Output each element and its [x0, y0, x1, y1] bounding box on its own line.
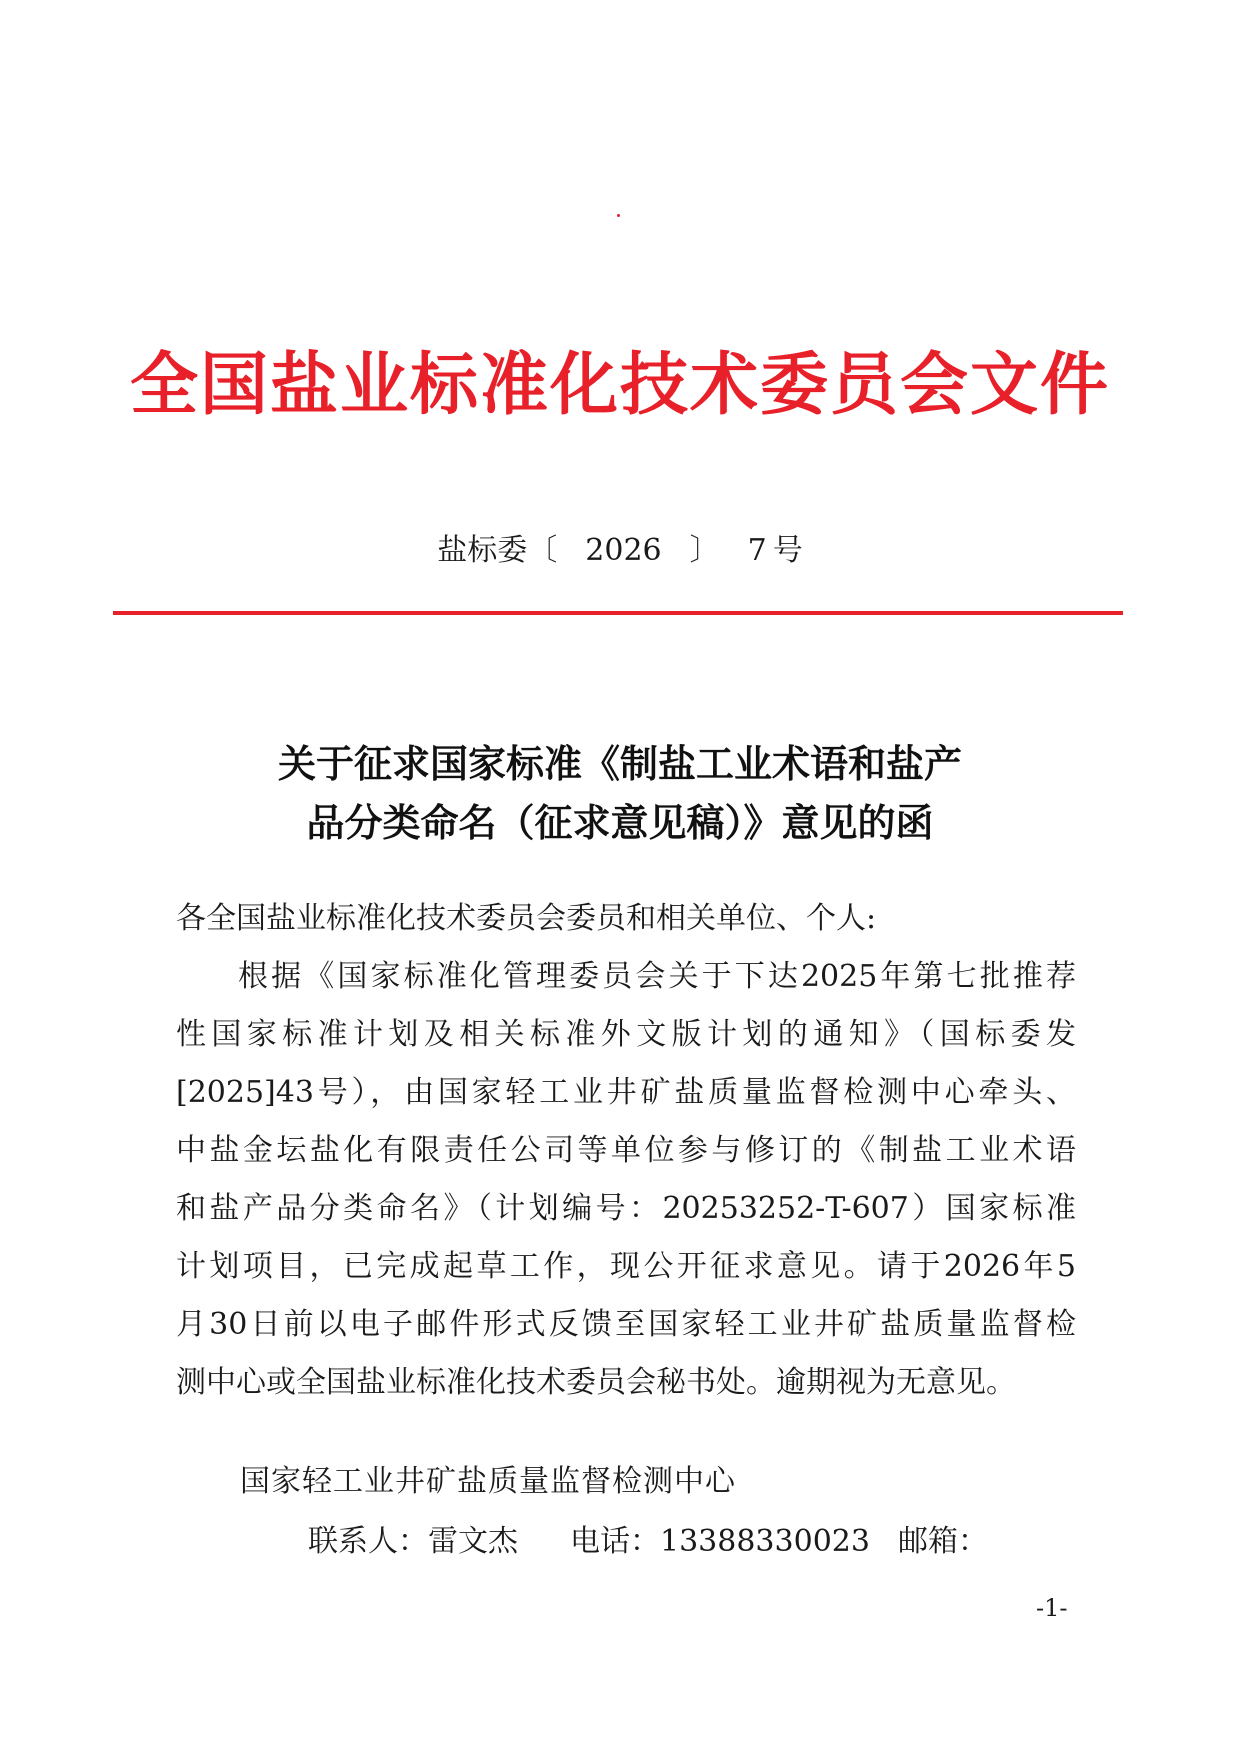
body-line: 和盐产品分类命名》（计划编号：20253252-T-607）国家标准 — [176, 1191, 1076, 1226]
body-line: 计划项目，已完成起草工作，现公开征求意见。请于2026年5 — [176, 1249, 1076, 1284]
phone-number: 13388330023 — [660, 1524, 870, 1559]
phone-label: 电话： — [570, 1524, 660, 1559]
body-line: 根据《国家标准化管理委员会关于下达2025年第七批推荐 — [238, 959, 1076, 994]
doc-close-bracket: 〕 — [689, 533, 720, 568]
body-line: 月30日前以电子邮件形式反馈至国家轻工业井矿盐质量监督检 — [176, 1307, 1076, 1342]
issuer-title: 全国盐业标准化技术委员会文件 — [129, 346, 1110, 425]
doc-suffix: 号 — [772, 533, 803, 568]
page-number: -1- — [1036, 1594, 1068, 1622]
document-number — [0, 533, 1240, 568]
sender-organization: 国家轻工业井矿盐质量监督检测中心 — [240, 1464, 736, 1499]
body-line: 测中心或全国盐业标准化技术委员会秘书处。逾期视为无意见。 — [176, 1365, 1016, 1400]
doc-prefix: 盐标委〔 — [437, 533, 558, 568]
salutation: 各全国盐业标准化技术委员会委员和相关单位、个人: — [176, 901, 877, 936]
contact-info — [308, 1524, 988, 1559]
subject-line-2: 品分类命名（征求意见稿）》意见的函 — [306, 801, 934, 845]
body-line: [2025]43号），由国家轻工业井矿盐质量监督检测中心牵头、 — [176, 1075, 1076, 1110]
subject-line-1: 关于征求国家标准《制盐工业术语和盐产 — [277, 742, 962, 786]
email-label: 邮箱： — [897, 1524, 988, 1559]
red-speck — [617, 214, 620, 217]
body-line: 中盐金坛盐化有限责任公司等单位参与修订的《制盐工业术语 — [176, 1133, 1076, 1168]
contact-person-label: 联系人： — [308, 1524, 428, 1559]
body-line: 性国家标准计划及相关标准外文版计划的通知》（国标委发 — [176, 1017, 1076, 1052]
doc-no: 7 — [747, 533, 767, 568]
contact-person: 雷文杰 — [428, 1524, 518, 1559]
doc-year: 2026 — [585, 533, 662, 568]
red-divider — [113, 611, 1123, 615]
